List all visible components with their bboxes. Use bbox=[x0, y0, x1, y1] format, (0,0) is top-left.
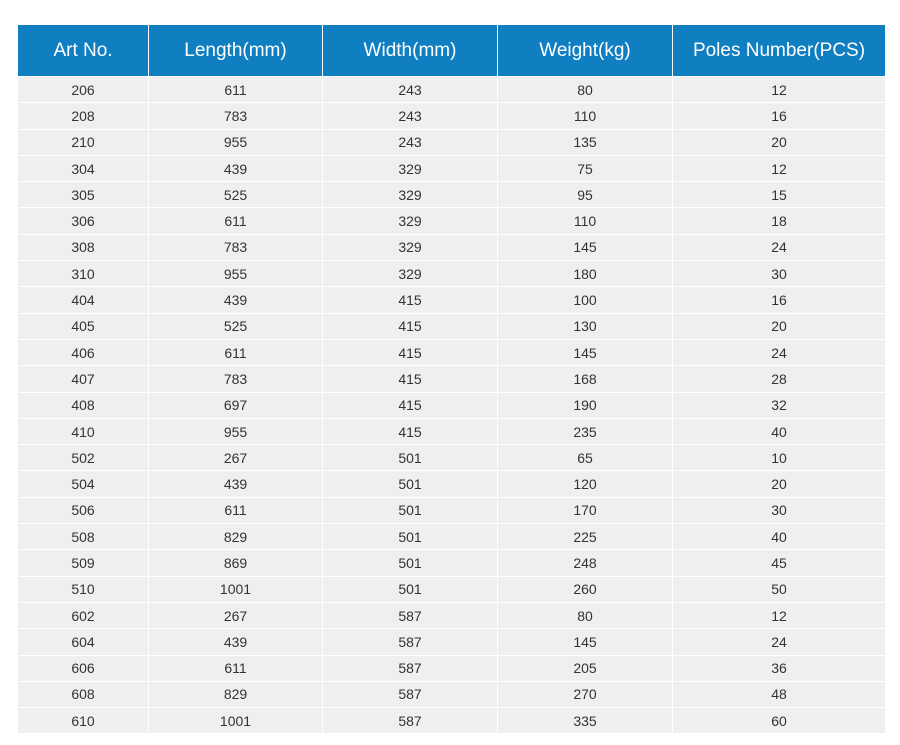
cell-weight: 100 bbox=[498, 286, 673, 312]
cell-poles-number: 15 bbox=[673, 181, 885, 207]
cell-length: 829 bbox=[149, 523, 323, 549]
cell-art-no: 610 bbox=[18, 707, 149, 733]
cell-width: 587 bbox=[323, 655, 498, 681]
cell-art-no: 405 bbox=[18, 313, 149, 339]
table-row bbox=[18, 707, 885, 733]
cell-width: 501 bbox=[323, 549, 498, 575]
cell-length: 783 bbox=[149, 365, 323, 391]
cell-length: 783 bbox=[149, 234, 323, 260]
cell-weight: 260 bbox=[498, 576, 673, 602]
cell-length: 611 bbox=[149, 655, 323, 681]
table-body bbox=[18, 76, 885, 733]
cell-width: 587 bbox=[323, 628, 498, 654]
cell-poles-number: 24 bbox=[673, 339, 885, 365]
cell-width: 587 bbox=[323, 602, 498, 628]
cell-art-no: 602 bbox=[18, 602, 149, 628]
table-row bbox=[18, 181, 885, 207]
cell-weight: 145 bbox=[498, 234, 673, 260]
cell-length: 439 bbox=[149, 155, 323, 181]
table-row bbox=[18, 497, 885, 523]
cell-weight: 170 bbox=[498, 497, 673, 523]
cell-length: 697 bbox=[149, 392, 323, 418]
cell-poles-number: 28 bbox=[673, 365, 885, 391]
cell-art-no: 310 bbox=[18, 260, 149, 286]
cell-poles-number: 30 bbox=[673, 260, 885, 286]
table-row bbox=[18, 655, 885, 681]
cell-length: 1001 bbox=[149, 707, 323, 733]
cell-art-no: 510 bbox=[18, 576, 149, 602]
cell-weight: 205 bbox=[498, 655, 673, 681]
cell-weight: 270 bbox=[498, 681, 673, 707]
cell-weight: 145 bbox=[498, 628, 673, 654]
cell-poles-number: 50 bbox=[673, 576, 885, 602]
table-header bbox=[18, 25, 885, 76]
cell-width: 415 bbox=[323, 418, 498, 444]
cell-length: 611 bbox=[149, 207, 323, 233]
header-poles-number: Poles Number(PCS) bbox=[673, 25, 885, 76]
table-row bbox=[18, 129, 885, 155]
spec-table bbox=[18, 25, 885, 733]
cell-poles-number: 60 bbox=[673, 707, 885, 733]
cell-poles-number: 40 bbox=[673, 523, 885, 549]
table-row bbox=[18, 628, 885, 654]
cell-width: 587 bbox=[323, 681, 498, 707]
cell-width: 501 bbox=[323, 444, 498, 470]
cell-art-no: 506 bbox=[18, 497, 149, 523]
header-weight: Weight(kg) bbox=[498, 25, 673, 76]
cell-width: 415 bbox=[323, 313, 498, 339]
cell-weight: 75 bbox=[498, 155, 673, 181]
cell-poles-number: 20 bbox=[673, 313, 885, 339]
cell-length: 783 bbox=[149, 102, 323, 128]
cell-poles-number: 24 bbox=[673, 628, 885, 654]
cell-art-no: 608 bbox=[18, 681, 149, 707]
header-width: Width(mm) bbox=[323, 25, 498, 76]
cell-width: 329 bbox=[323, 155, 498, 181]
cell-length: 611 bbox=[149, 76, 323, 102]
cell-poles-number: 48 bbox=[673, 681, 885, 707]
cell-poles-number: 45 bbox=[673, 549, 885, 575]
cell-length: 439 bbox=[149, 470, 323, 496]
cell-weight: 110 bbox=[498, 102, 673, 128]
cell-weight: 65 bbox=[498, 444, 673, 470]
cell-art-no: 404 bbox=[18, 286, 149, 312]
cell-poles-number: 30 bbox=[673, 497, 885, 523]
cell-width: 501 bbox=[323, 470, 498, 496]
table-row bbox=[18, 418, 885, 444]
cell-width: 329 bbox=[323, 181, 498, 207]
cell-art-no: 508 bbox=[18, 523, 149, 549]
cell-weight: 168 bbox=[498, 365, 673, 391]
cell-weight: 225 bbox=[498, 523, 673, 549]
cell-width: 243 bbox=[323, 76, 498, 102]
cell-art-no: 407 bbox=[18, 365, 149, 391]
cell-width: 501 bbox=[323, 523, 498, 549]
cell-length: 829 bbox=[149, 681, 323, 707]
cell-poles-number: 32 bbox=[673, 392, 885, 418]
cell-poles-number: 24 bbox=[673, 234, 885, 260]
table-row bbox=[18, 444, 885, 470]
cell-length: 869 bbox=[149, 549, 323, 575]
cell-length: 611 bbox=[149, 339, 323, 365]
header-art-no: Art No. bbox=[18, 25, 149, 76]
cell-length: 267 bbox=[149, 602, 323, 628]
cell-art-no: 502 bbox=[18, 444, 149, 470]
cell-length: 955 bbox=[149, 418, 323, 444]
table-row bbox=[18, 470, 885, 496]
cell-art-no: 305 bbox=[18, 181, 149, 207]
cell-width: 415 bbox=[323, 286, 498, 312]
cell-art-no: 206 bbox=[18, 76, 149, 102]
header-row bbox=[18, 25, 885, 76]
cell-poles-number: 18 bbox=[673, 207, 885, 233]
cell-width: 243 bbox=[323, 102, 498, 128]
cell-length: 439 bbox=[149, 628, 323, 654]
table-row bbox=[18, 102, 885, 128]
header-length: Length(mm) bbox=[149, 25, 323, 76]
table-row bbox=[18, 576, 885, 602]
cell-width: 329 bbox=[323, 260, 498, 286]
table-row bbox=[18, 313, 885, 339]
cell-length: 1001 bbox=[149, 576, 323, 602]
cell-weight: 235 bbox=[498, 418, 673, 444]
cell-poles-number: 20 bbox=[673, 129, 885, 155]
cell-weight: 180 bbox=[498, 260, 673, 286]
cell-width: 329 bbox=[323, 207, 498, 233]
cell-art-no: 210 bbox=[18, 129, 149, 155]
cell-width: 415 bbox=[323, 339, 498, 365]
table-row bbox=[18, 339, 885, 365]
cell-art-no: 406 bbox=[18, 339, 149, 365]
cell-poles-number: 16 bbox=[673, 102, 885, 128]
cell-art-no: 304 bbox=[18, 155, 149, 181]
cell-poles-number: 36 bbox=[673, 655, 885, 681]
cell-poles-number: 20 bbox=[673, 470, 885, 496]
cell-weight: 95 bbox=[498, 181, 673, 207]
cell-art-no: 504 bbox=[18, 470, 149, 496]
cell-width: 415 bbox=[323, 365, 498, 391]
cell-weight: 110 bbox=[498, 207, 673, 233]
table-row bbox=[18, 155, 885, 181]
cell-width: 415 bbox=[323, 392, 498, 418]
cell-weight: 120 bbox=[498, 470, 673, 496]
table-row bbox=[18, 286, 885, 312]
cell-art-no: 509 bbox=[18, 549, 149, 575]
cell-length: 525 bbox=[149, 313, 323, 339]
table-row bbox=[18, 365, 885, 391]
cell-width: 243 bbox=[323, 129, 498, 155]
cell-weight: 248 bbox=[498, 549, 673, 575]
cell-art-no: 208 bbox=[18, 102, 149, 128]
cell-length: 955 bbox=[149, 260, 323, 286]
table-row bbox=[18, 602, 885, 628]
cell-art-no: 606 bbox=[18, 655, 149, 681]
cell-art-no: 308 bbox=[18, 234, 149, 260]
cell-poles-number: 16 bbox=[673, 286, 885, 312]
cell-art-no: 408 bbox=[18, 392, 149, 418]
cell-weight: 135 bbox=[498, 129, 673, 155]
cell-weight: 190 bbox=[498, 392, 673, 418]
table-row bbox=[18, 207, 885, 233]
cell-weight: 80 bbox=[498, 76, 673, 102]
spec-table-container bbox=[18, 25, 885, 733]
cell-weight: 145 bbox=[498, 339, 673, 365]
cell-width: 501 bbox=[323, 497, 498, 523]
cell-length: 955 bbox=[149, 129, 323, 155]
cell-width: 329 bbox=[323, 234, 498, 260]
table-row bbox=[18, 260, 885, 286]
cell-length: 525 bbox=[149, 181, 323, 207]
table-row bbox=[18, 76, 885, 102]
cell-poles-number: 10 bbox=[673, 444, 885, 470]
cell-art-no: 410 bbox=[18, 418, 149, 444]
cell-length: 439 bbox=[149, 286, 323, 312]
cell-width: 501 bbox=[323, 576, 498, 602]
cell-width: 587 bbox=[323, 707, 498, 733]
cell-weight: 130 bbox=[498, 313, 673, 339]
cell-poles-number: 40 bbox=[673, 418, 885, 444]
table-row bbox=[18, 549, 885, 575]
cell-weight: 335 bbox=[498, 707, 673, 733]
cell-poles-number: 12 bbox=[673, 76, 885, 102]
cell-weight: 80 bbox=[498, 602, 673, 628]
cell-poles-number: 12 bbox=[673, 155, 885, 181]
cell-poles-number: 12 bbox=[673, 602, 885, 628]
table-row bbox=[18, 523, 885, 549]
table-row bbox=[18, 681, 885, 707]
cell-art-no: 306 bbox=[18, 207, 149, 233]
table-row bbox=[18, 392, 885, 418]
table-row bbox=[18, 234, 885, 260]
cell-length: 611 bbox=[149, 497, 323, 523]
cell-art-no: 604 bbox=[18, 628, 149, 654]
cell-length: 267 bbox=[149, 444, 323, 470]
